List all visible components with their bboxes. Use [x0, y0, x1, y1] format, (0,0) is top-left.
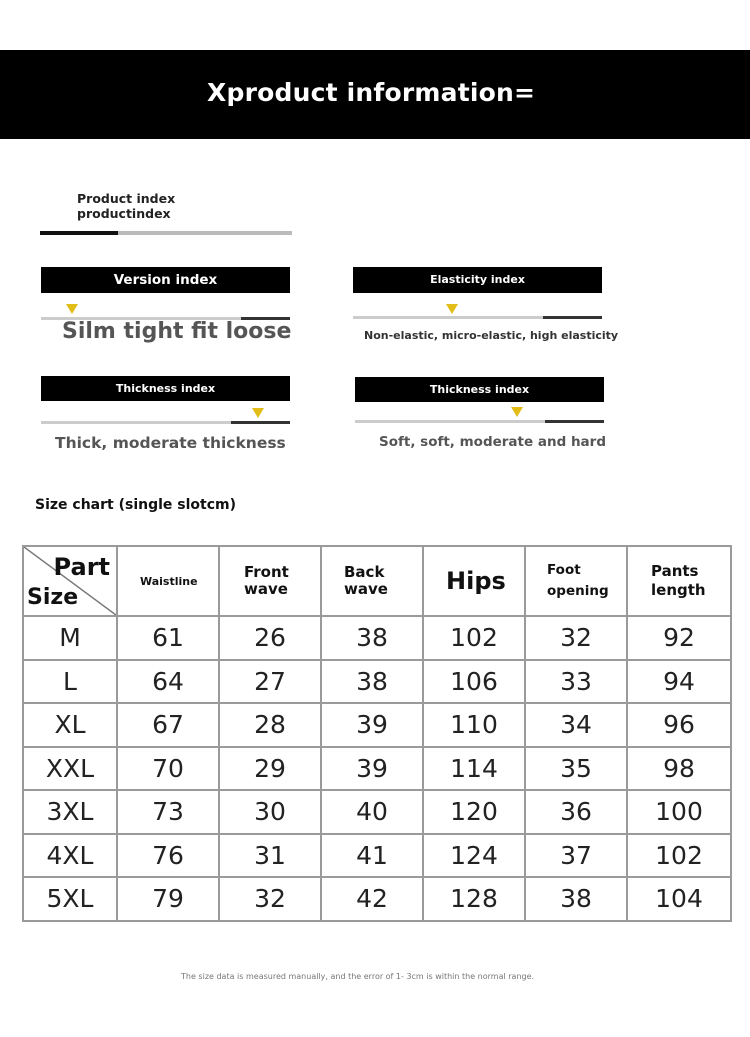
thickness-index-left-marker-icon	[252, 408, 264, 418]
size-cell: L	[23, 660, 117, 704]
thickness-index-left-text: Thick, moderate thickness	[55, 434, 286, 452]
column-header-label: Foot	[547, 562, 581, 578]
value-cell: 33	[525, 660, 627, 704]
value-cell: 27	[219, 660, 321, 704]
value-cell: 39	[321, 747, 423, 791]
size-cell: 4XL	[23, 834, 117, 878]
column-header-foot-opening	[525, 546, 627, 616]
product-index-line2: productindex	[77, 206, 171, 221]
value-cell: 104	[627, 877, 731, 921]
size-cell: M	[23, 616, 117, 660]
thickness-index-header-right: Thickness index	[355, 377, 604, 402]
value-cell: 29	[219, 747, 321, 791]
value-cell: 120	[423, 790, 525, 834]
version-index-text: Silm tight fit loose	[62, 319, 292, 344]
thickness-index-right-scale	[355, 420, 604, 423]
size-chart-table	[22, 545, 732, 922]
thickness-index-right-text: Soft, soft, moderate and hard	[379, 434, 606, 450]
value-cell: 73	[117, 790, 219, 834]
size-cell: 3XL	[23, 790, 117, 834]
column-header-label: opening	[547, 583, 609, 599]
column-header-hips	[423, 546, 525, 616]
thickness-index-right-marker-icon	[511, 407, 523, 417]
product-index-bar-active	[40, 231, 118, 235]
value-cell: 31	[219, 834, 321, 878]
size-chart-header-row	[23, 546, 731, 616]
column-header-pants-length	[627, 546, 731, 616]
column-header-front-wave	[219, 546, 321, 616]
value-cell: 128	[423, 877, 525, 921]
value-cell: 38	[525, 877, 627, 921]
value-cell: 106	[423, 660, 525, 704]
corner-header-cell	[23, 546, 117, 616]
corner-size-label: Size	[27, 585, 79, 610]
product-index-label	[77, 191, 175, 221]
value-cell: 94	[627, 660, 731, 704]
value-cell: 110	[423, 703, 525, 747]
elasticity-index-text: Non-elastic, micro-elastic, high elasticity	[364, 329, 619, 342]
column-header-label: Pants	[651, 562, 699, 580]
value-cell: 124	[423, 834, 525, 878]
column-header-back-wave	[321, 546, 423, 616]
value-cell: 28	[219, 703, 321, 747]
size-cell: 5XL	[23, 877, 117, 921]
value-cell: 30	[219, 790, 321, 834]
value-cell: 35	[525, 747, 627, 791]
table-row	[23, 790, 731, 834]
size-cell: XL	[23, 703, 117, 747]
corner-part-label: Part	[53, 553, 110, 581]
value-cell: 42	[321, 877, 423, 921]
value-cell: 36	[525, 790, 627, 834]
product-index-bar-track	[118, 231, 292, 235]
value-cell: 79	[117, 877, 219, 921]
column-header-label: wave	[244, 580, 288, 598]
version-index-marker-icon	[66, 304, 78, 314]
elasticity-index-scale	[353, 316, 602, 319]
value-cell: 98	[627, 747, 731, 791]
thickness-index-header-left: Thickness index	[41, 376, 290, 401]
value-cell: 61	[117, 616, 219, 660]
version-index-header: Version index	[41, 267, 290, 293]
value-cell: 67	[117, 703, 219, 747]
value-cell: 92	[627, 616, 731, 660]
value-cell: 34	[525, 703, 627, 747]
page-title: Xproduct information=	[207, 78, 536, 107]
value-cell: 96	[627, 703, 731, 747]
table-row	[23, 834, 731, 878]
value-cell: 70	[117, 747, 219, 791]
value-cell: 38	[321, 616, 423, 660]
elasticity-index-header: Elasticity index	[353, 267, 602, 293]
table-row	[23, 877, 731, 921]
product-index-line1: Product index	[77, 191, 176, 206]
value-cell: 40	[321, 790, 423, 834]
value-cell: 114	[423, 747, 525, 791]
column-header-label: Waistline	[140, 574, 198, 588]
table-row	[23, 660, 731, 704]
value-cell: 38	[321, 660, 423, 704]
thickness-index-left-scale	[41, 421, 290, 424]
measurement-footnote: The size data is measured manually, and the error of 1- 3cm is within the normal range.	[181, 972, 535, 981]
column-header-label: Front	[244, 563, 289, 581]
value-cell: 32	[525, 616, 627, 660]
column-header-label: Hips	[446, 567, 506, 595]
value-cell: 41	[321, 834, 423, 878]
column-header-label: length	[651, 581, 706, 599]
value-cell: 39	[321, 703, 423, 747]
size-cell: XXL	[23, 747, 117, 791]
column-header-label: wave	[344, 580, 388, 598]
value-cell: 76	[117, 834, 219, 878]
size-chart-title: Size chart (single slotcm)	[35, 497, 236, 513]
table-row	[23, 747, 731, 791]
value-cell: 32	[219, 877, 321, 921]
value-cell: 37	[525, 834, 627, 878]
value-cell: 102	[627, 834, 731, 878]
table-row	[23, 616, 731, 660]
value-cell: 26	[219, 616, 321, 660]
column-header-label: Back	[344, 563, 385, 581]
value-cell: 102	[423, 616, 525, 660]
column-header-waistline	[117, 546, 219, 616]
value-cell: 64	[117, 660, 219, 704]
value-cell: 100	[627, 790, 731, 834]
table-row	[23, 703, 731, 747]
elasticity-index-marker-icon	[446, 304, 458, 314]
